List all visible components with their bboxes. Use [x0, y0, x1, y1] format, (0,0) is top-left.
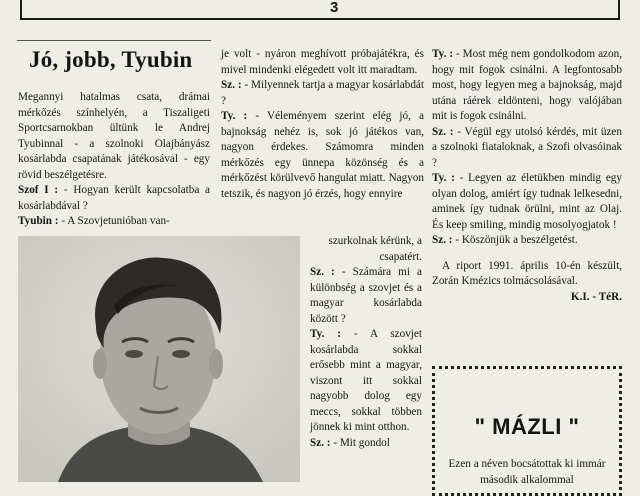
- column-2: [221, 47, 424, 202]
- answer-2-end: szurkolnak kérünk, a csapatért.: [328, 235, 422, 263]
- question-text: - Milyennek tartja a magyar kosárlabdát ?: [221, 79, 424, 107]
- question-6: [432, 233, 622, 249]
- speaker-label: Ty. :: [310, 328, 342, 340]
- answer-1-continued: je volt - nyáron meghívott próbajátékra, és mivel mindenki elégedett volt itt maradtam.: [221, 48, 424, 76]
- headline-rule: [17, 40, 211, 41]
- speaker-label: Sz. :: [310, 436, 331, 449]
- answer-text: - Véleményem szerint elég jó, a bajnokság nehéz is, sok jó játékos van, nagyon érdekes. Számomra minden mérkőzés egy ünnepa közönség és a mérkőzést körülvevő hangulat miatt. Nagyon tetszik, és nagyon jó érzés, hogy ennyire: [221, 110, 424, 200]
- portrait-image: [18, 236, 300, 482]
- answer-4: [432, 47, 622, 125]
- answer-text: - Legyen az életükben mindig egy olyan dolog, amiért így tudnak lelkesedni, aminek így tudnak örülni, mint az Olaj. És keep smiling, mindig mosolyogjatok !: [432, 172, 622, 231]
- column-2-wrapped: [310, 234, 422, 451]
- question-1: [18, 183, 210, 214]
- answer-text: - A Szovjetunióban van-: [61, 215, 170, 227]
- report-note: A riport 1991. április 10-én készült, Zorán Kmézics tolmácsolásával.: [432, 259, 622, 287]
- speaker-label: Sz. :: [221, 79, 242, 91]
- article-intro: Megannyi hatalmas csata, drámai mérkőzés színhelyén, a Tiszaligeti Sportcsarnokban ültünk le Andrej Tyubinnal - a szolnoki Olajbányász kosárlabda csapatának játékosával - egy rövid beszélgetésre.: [18, 91, 210, 181]
- mazli-text: Ezen a néven bocsátottak ki immár második alkalommal: [448, 458, 606, 486]
- answer-2: [221, 109, 424, 202]
- question-text: - Köszönjük a beszélgetést.: [455, 234, 578, 246]
- question-5: [432, 125, 622, 172]
- answer-text: - Most még nem gondolkodom azon, hogy mit fogok csinálni. A legfontosabb most, hogy legyen meg a bajnokság, majd utána ráérek eldönteni, hogy valójában mit is fogok csinálni.: [432, 48, 622, 122]
- portrait-photo: [18, 236, 300, 482]
- answer-text: - A szovjet kosárlabda sokkal erősebb mint a magyar, viszont itt sokkal nagyobb dolog egy meccs, sokkal többen jönnek ki mint otthon.: [310, 328, 422, 433]
- speaker-label: Sz. :: [432, 125, 454, 138]
- speaker-label: Tyubin :: [18, 215, 59, 227]
- question-4: [310, 436, 422, 452]
- question-3: [310, 265, 422, 327]
- column-3: [432, 47, 622, 305]
- author-signature: K.I. - TéR.: [570, 290, 622, 303]
- speaker-label: Szof I :: [18, 184, 59, 196]
- mazli-sidebar-box: [432, 366, 622, 496]
- page-number: 3: [330, 0, 339, 16]
- speaker-label: Ty. :: [221, 110, 248, 122]
- answer-5: [432, 171, 622, 233]
- answer-3: [310, 327, 422, 436]
- speaker-label: Sz. :: [432, 234, 453, 246]
- speaker-label: Sz. :: [310, 266, 335, 278]
- mazli-title: " MÁZLI ": [474, 414, 580, 439]
- speaker-label: Ty. :: [432, 48, 454, 60]
- page-header-box: [20, 0, 620, 20]
- article-headline: Jó, jobb, Tyubin: [29, 47, 193, 72]
- question-2: [221, 78, 424, 109]
- question-text: - Hogyan került kapcsolatba a kosárlabdával ?: [18, 184, 211, 212]
- speaker-label: Ty. :: [432, 172, 455, 184]
- column-1: [18, 90, 210, 230]
- question-text: - Számára mi a különbség a szovjet és a magyar kosárlabda között ?: [310, 266, 423, 325]
- answer-1: [18, 214, 210, 230]
- question-text: - Mit gondol: [333, 436, 390, 449]
- question-text: - Végül egy utolsó kérdés, mit üzen a szolnoki fiataloknak, a Szofi olvasóinak ?: [432, 125, 622, 169]
